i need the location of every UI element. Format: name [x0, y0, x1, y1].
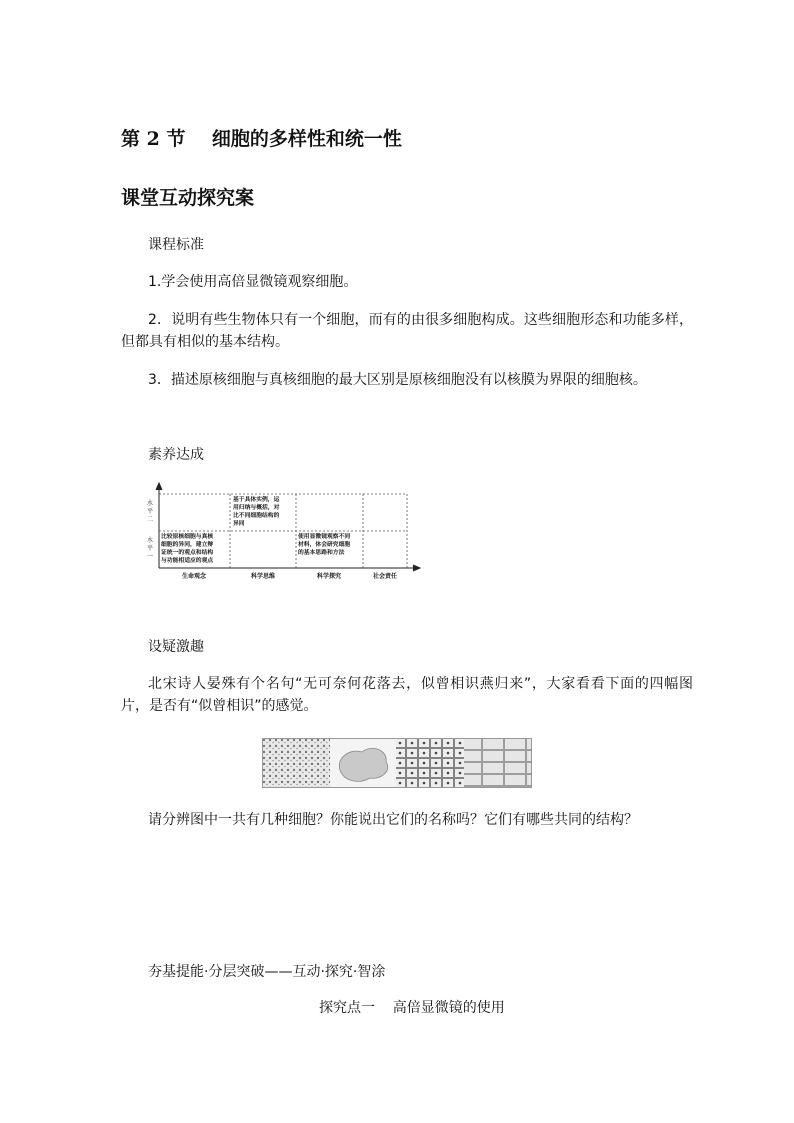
plant-cells-image [396, 738, 464, 788]
standard-item-2: 2．说明有些生物体只有一个细胞，而有的由很多细胞构成。这些细胞形态和功能多样，但都具有相似的基本结构。 [121, 312, 693, 350]
level1-life-cell-line-2: 细胞的异同，建立辩 [161, 542, 214, 548]
inspire-question: 请分辨图中一共有几种细胞？你能说出它们的名称吗？它们有哪些共同的结构？ [148, 812, 638, 828]
level2-label-char-2: 平 [147, 508, 154, 515]
amoeba-image [330, 738, 396, 788]
level1-life-cell-line-1: 比较原核细胞与真核 [161, 534, 214, 540]
level2-thinking-cell-line-1: 基于具体实例，运 [233, 497, 280, 503]
level2-thinking-cell-line-2: 用归纳与概括，对 [233, 505, 280, 511]
level1-life-cell-line-3: 证统一的观点和结构 [161, 550, 214, 556]
level1-label-char-3: 一 [147, 553, 154, 560]
level2-label-char-1: 水 [147, 500, 154, 507]
level2-thinking-cell-line-3: 比不同细胞结构的 [233, 513, 280, 519]
category-label-2: 科学思维 [250, 573, 276, 580]
inspire-intro: 北宋诗人晏殊有个名句“无可奈何花落去，似曾相识燕归来”，大家看看下面的四幅图片，是否有“似曾相识”的感觉。 [121, 676, 693, 714]
literacy-level-diagram [145, 478, 427, 584]
standard-item-1: 1.学会使用高倍显微镜观察细胞。 [148, 274, 358, 290]
level1-label-char-1: 水 [147, 537, 154, 544]
level1-life-cell-line-4: 与功能相适应的观点 [161, 558, 214, 564]
point-title: 探究点一 高倍显微镜的使用 [319, 1000, 505, 1016]
literacy-label: 素养达成 [148, 447, 204, 463]
level1-inquiry-cell-line-3: 的基本思路和方法 [298, 550, 345, 556]
blood-cells-image [262, 738, 330, 788]
standard-item-3: 3．描述原核细胞与真核细胞的最大区别是原核细胞没有以核膜为界限的细胞核。 [148, 372, 647, 388]
epidermis-cells-image [464, 738, 532, 788]
category-label-1: 生命观念 [181, 573, 207, 580]
category-label-4: 社会责任 [372, 573, 398, 580]
cell-images-strip [262, 738, 532, 788]
section-label: 夯基提能·分层突破——互动·探究·智涂 [148, 964, 386, 980]
inspire-label: 设疑激趣 [148, 639, 204, 655]
category-label-3: 科学探究 [316, 573, 342, 580]
standards-label: 课程标准 [148, 237, 204, 253]
level1-inquiry-cell-line-1: 使用显微镜观察不同 [298, 534, 351, 540]
section-title: 第 2 节 细胞的多样性和统一性 [121, 128, 402, 150]
level2-thinking-cell-line-4: 异同 [233, 521, 245, 527]
level1-inquiry-cell-line-2: 材料，体会研究细胞 [298, 542, 351, 548]
case-title: 课堂互动探究案 [121, 187, 255, 209]
level2-label-char-3: 二 [147, 516, 154, 523]
level1-label-char-2: 平 [147, 545, 154, 552]
